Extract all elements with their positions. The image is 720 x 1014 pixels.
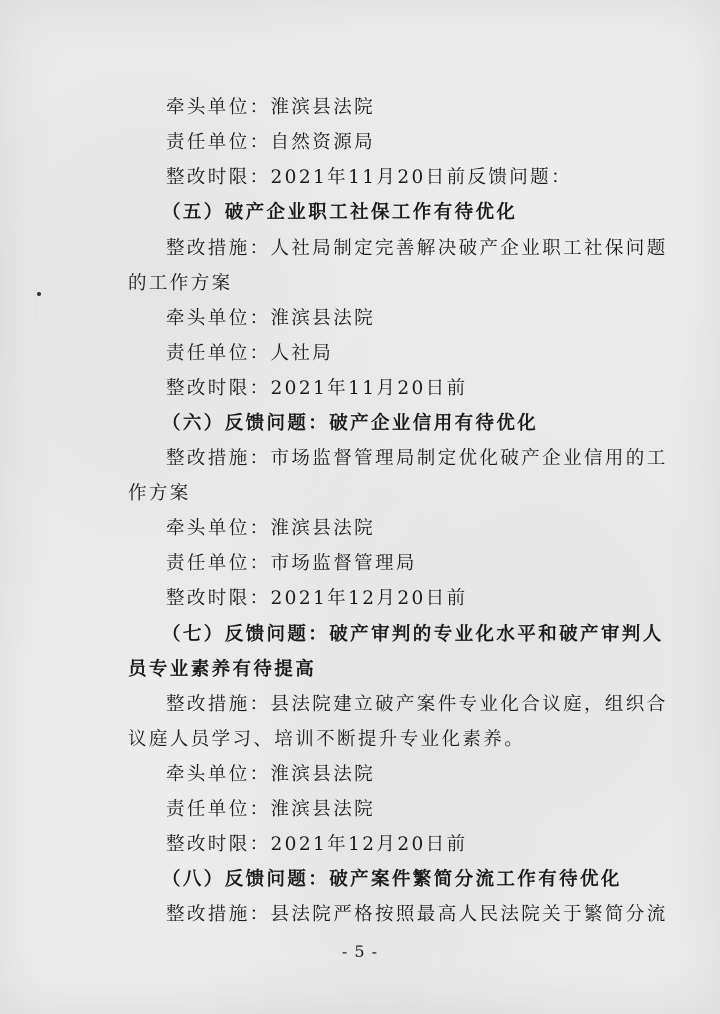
responsible-unit-line: 责任单位：淮滨县法院 xyxy=(166,799,376,820)
measures-continuation-line: 作方案 xyxy=(128,483,191,504)
deadline-line: 整改时限：2021年12月20日前 xyxy=(166,588,468,609)
measures-line: 整改措施：县法院严格按照最高人民法院关于繁简分流 xyxy=(166,904,668,925)
deadline-line: 整改时限：2021年11月20日前反馈问题： xyxy=(166,167,572,188)
lead-unit-line: 牵头单位：淮滨县法院 xyxy=(166,97,376,118)
section-heading-7: （七）反馈问题：破产审判的专业化水平和破产审判人 xyxy=(162,624,664,645)
measures-continuation-line: 的工作方案 xyxy=(128,273,233,294)
section-heading-5: （五）破产企业职工社保工作有待优化 xyxy=(162,202,518,223)
measures-continuation-line: 议庭人员学习、培训不断提升专业化素养。 xyxy=(128,729,526,750)
measures-line: 整改措施：市场监督管理局制定优化破产企业信用的工 xyxy=(166,448,668,469)
measures-line: 整改措施：人社局制定完善解决破产企业职工社保问题 xyxy=(166,238,668,259)
lead-unit-line: 牵头单位：淮滨县法院 xyxy=(166,518,376,539)
responsible-unit-line: 责任单位：人社局 xyxy=(166,343,334,364)
scan-speck xyxy=(37,292,41,296)
lead-unit-line: 牵头单位：淮滨县法院 xyxy=(166,764,376,785)
page-number: - 5 - xyxy=(341,942,379,961)
section-heading-6: （六）反馈问题：破产企业信用有待优化 xyxy=(162,413,539,434)
deadline-line: 整改时限：2021年12月20日前 xyxy=(166,834,468,855)
deadline-line: 整改时限：2021年11月20日前 xyxy=(166,378,468,399)
section-heading-7-continuation: 员专业素养有待提高 xyxy=(128,659,317,680)
section-heading-8: （八）反馈问题：破产案件繁简分流工作有待优化 xyxy=(162,869,622,890)
responsible-unit-line: 责任单位：市场监督管理局 xyxy=(166,553,417,574)
responsible-unit-line: 责任单位：自然资源局 xyxy=(166,132,376,153)
measures-line: 整改措施：县法院建立破产案件专业化合议庭，组织合 xyxy=(166,694,668,715)
lead-unit-line: 牵头单位：淮滨县法院 xyxy=(166,308,376,329)
